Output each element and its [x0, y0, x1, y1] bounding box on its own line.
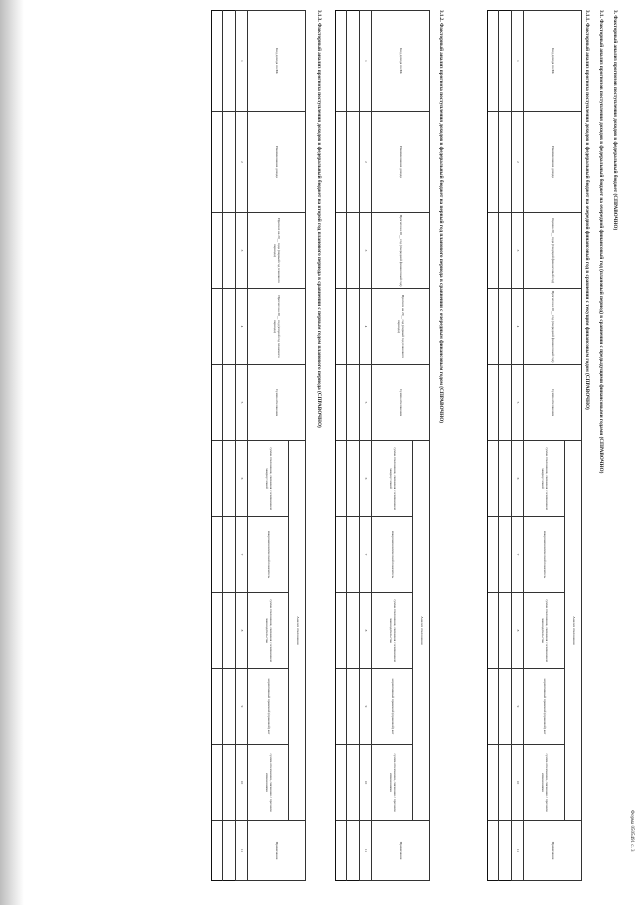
col-number: 5: [236, 365, 248, 441]
section-title: 3. Факторный анализ прогнозов поступления доходов в федеральный бюджет (СПРАВОЧНО): [612, 10, 618, 231]
col-name-header: Наименование дохода: [372, 112, 430, 213]
col-3-header: Оценка 20__ года (текущий финансовый год): [524, 213, 582, 289]
col-number: 8: [512, 593, 524, 669]
col-number: 10: [512, 745, 524, 821]
col-11-header: Примечание: [248, 821, 306, 881]
col-8-header: сумма отклонения, связанная с изменением законодательства: [524, 593, 565, 669]
col-number: 2: [512, 112, 524, 213]
col-number: 6: [236, 441, 248, 517]
col-number: 9: [236, 669, 248, 745]
col-number: 11: [360, 821, 372, 881]
col-4-header: Прогноз на 20__ год (второй год планового периода): [248, 289, 306, 365]
col-number: 8: [360, 593, 372, 669]
total-row: [488, 11, 499, 881]
deviation-analysis-header: Анализ отклонения: [413, 441, 430, 821]
col-7-header: макроэкономический показатель: [524, 517, 565, 593]
deviation-analysis-header: Анализ отклонения: [565, 441, 582, 821]
col-number: 6: [512, 441, 524, 517]
col-number: 10: [236, 745, 248, 821]
total-row: [336, 11, 347, 881]
col-number: 7: [236, 517, 248, 593]
col-8-header: сумма отклонения, связанная с изменением законодательства: [372, 593, 413, 669]
col-number: 3: [512, 213, 524, 289]
col-11-header: Примечание: [372, 821, 430, 881]
table-title: 3.1.3. Факторный анализ прогноза поступления доходов в федеральный бюджет на второй год планового периода в сравнении с первым годом планового периода (СПРАВОЧНО): [316, 10, 322, 428]
col-9-header: нормативный правовой (правовой) акт: [372, 669, 413, 745]
col-number: 10: [360, 745, 372, 821]
col-4-header: Прогноз на 20__ год (первый год планового периода): [372, 289, 430, 365]
col-number: 7: [360, 517, 372, 593]
scan-shadow-edge: [0, 0, 24, 905]
table-title: 3.1.1. Факторный анализ прогноза поступления доходов в федеральный бюджет на очередной финансовый год в сравнении с текущим финансовым годом (СПРАВОЧНО): [584, 10, 590, 410]
col-number: 11: [512, 821, 524, 881]
col-code-header: Код дохода по БК: [372, 11, 430, 112]
col-code-header: Код дохода по БК: [248, 11, 306, 112]
col-number: 1: [236, 11, 248, 112]
col-number: 11: [236, 821, 248, 881]
col-number: 2: [236, 112, 248, 213]
col-5-header: Сумма отклонения: [372, 365, 430, 441]
col-number: 1: [512, 11, 524, 112]
factor-table-1: [487, 10, 582, 881]
col-6-header: сумма отклонения, связанная с изменением макроусловий: [248, 441, 289, 517]
col-3-header: Прогноз на 20__ год (очередной финансовый год): [372, 213, 430, 289]
col-8-header: сумма отклонения, связанная с изменением законодательства: [248, 593, 289, 669]
table-row: [223, 11, 236, 881]
col-number: 3: [236, 213, 248, 289]
col-number: 1: [360, 11, 372, 112]
rotated-page: [30, 10, 640, 880]
col-4-header: Прогноз на 20__ год (очередной финансовый год): [524, 289, 582, 365]
col-number: 4: [512, 289, 524, 365]
col-7-header: макроэкономический показатель: [372, 517, 413, 593]
col-10-header: сумма отклонения, связанная с прочими изменениями: [248, 745, 289, 821]
col-number: 4: [236, 289, 248, 365]
col-11-header: Примечание: [524, 821, 582, 881]
col-number: 2: [360, 112, 372, 213]
col-5-header: Сумма отклонения: [524, 365, 582, 441]
col-9-header: нормативный правовой (правовой) акт: [248, 669, 289, 745]
col-6-header: сумма отклонения, связанная с изменением макроусловий: [372, 441, 413, 517]
col-number: 5: [512, 365, 524, 441]
section-subtitle: 3.1. Факторный анализ прогнозов поступления доходов в федеральный бюджет на очередной финансовый год (плановый период) в сравнении с предыдущими финансовыми годами (СПРАВОЧНО): [598, 10, 604, 474]
total-row: [212, 11, 223, 881]
col-number: 5: [360, 365, 372, 441]
col-number: 8: [236, 593, 248, 669]
col-10-header: сумма отклонения, связанная с прочими изменениями: [372, 745, 413, 821]
table-row: [347, 11, 360, 881]
col-number: 9: [512, 669, 524, 745]
table-row: [499, 11, 512, 881]
col-name-header: Наименование дохода: [524, 112, 582, 213]
col-code-header: Код дохода по БК: [524, 11, 582, 112]
col-number: 7: [512, 517, 524, 593]
factor-table-2: [335, 10, 430, 881]
col-number: 9: [360, 669, 372, 745]
col-10-header: сумма отклонения, связанная с прочими изменениями: [524, 745, 565, 821]
col-6-header: сумма отклонения, связанная с изменением макроусловий: [524, 441, 565, 517]
col-number: 6: [360, 441, 372, 517]
col-name-header: Наименование дохода: [248, 112, 306, 213]
col-5-header: Сумма отклонения: [248, 365, 306, 441]
deviation-analysis-header: Анализ отклонения: [289, 441, 306, 821]
col-7-header: макроэкономический показатель: [248, 517, 289, 593]
col-9-header: нормативный правовой (правовой) акт: [524, 669, 565, 745]
factor-table-3: [211, 10, 306, 881]
col-number: 3: [360, 213, 372, 289]
form-code: Форма 0505491 с. 3: [629, 810, 634, 852]
col-number: 4: [360, 289, 372, 365]
col-3-header: Прогноз на 20__ года (первый год планового периода): [248, 213, 306, 289]
table-title: 3.1.2. Факторный анализ прогноза поступления доходов в федеральный бюджет на первый год планового периода в сравнении с очередным финансовым годом (СПРАВОЧНО): [438, 10, 444, 424]
